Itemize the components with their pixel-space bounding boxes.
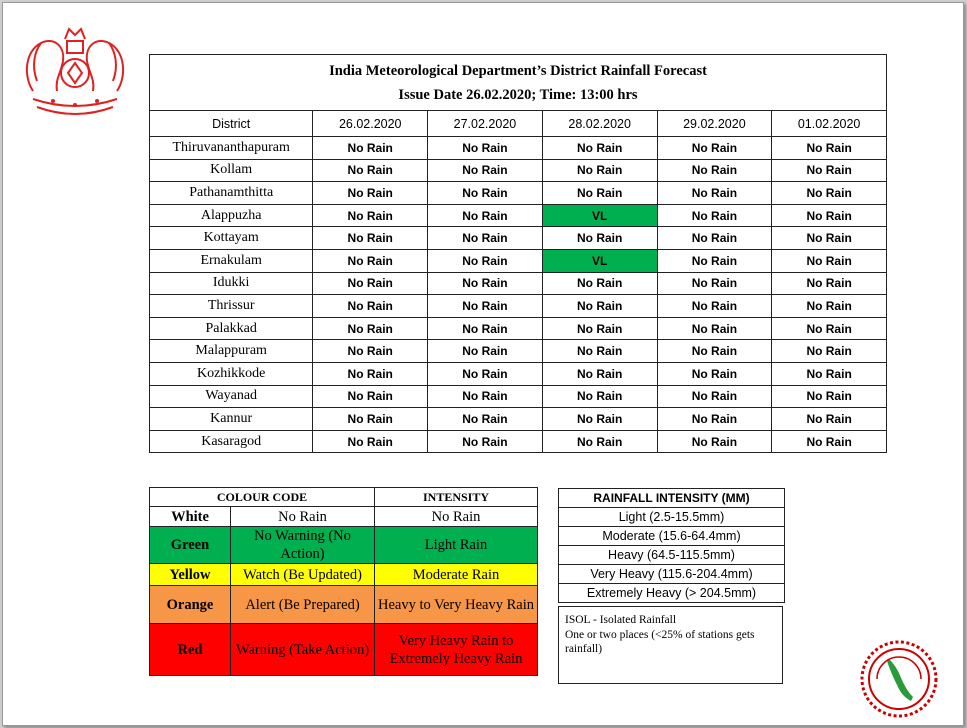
intensity-row [559, 527, 785, 546]
forecast-cell: No Rain [313, 408, 428, 431]
document-page [2, 2, 964, 726]
date-column-header: 28.02.2020 [542, 111, 657, 137]
forecast-cell: No Rain [542, 272, 657, 295]
table-row [150, 317, 887, 340]
warning-level: No Warning (No Action) [231, 527, 375, 564]
forecast-cell: No Rain [772, 295, 887, 318]
district-name: Kozhikkode [150, 362, 313, 385]
district-name: Thiruvananthapuram [150, 137, 313, 160]
forecast-cell: No Rain [657, 340, 772, 363]
forecast-cell: No Rain [657, 204, 772, 227]
forecast-cell: No Rain [313, 137, 428, 160]
forecast-cell: No Rain [772, 204, 887, 227]
intensity-range: Heavy (64.5-115.5mm) [559, 546, 785, 565]
forecast-cell: No Rain [428, 137, 543, 160]
isol-line: ISOL - Isolated Rainfall [565, 614, 677, 626]
forecast-title-cell [150, 55, 887, 111]
colour-code-row [150, 507, 538, 527]
kerala-disaster-management-icon [859, 639, 939, 719]
forecast-cell: No Rain [428, 317, 543, 340]
issue-label: Issue Date [398, 86, 463, 103]
colour-code-row [150, 564, 538, 586]
forecast-cell: No Rain [657, 272, 772, 295]
forecast-cell: No Rain [657, 249, 772, 272]
forecast-cell: No Rain [657, 385, 772, 408]
forecast-cell: No Rain [313, 159, 428, 182]
intensity-row [559, 565, 785, 584]
date-column-header: 29.02.2020 [657, 111, 772, 137]
forecast-cell: No Rain [428, 430, 543, 453]
forecast-cell: No Rain [772, 182, 887, 205]
colour-code-row [150, 624, 538, 676]
district-name: Kottayam [150, 227, 313, 250]
forecast-cell: No Rain [542, 362, 657, 385]
colour-name: Orange [150, 586, 231, 624]
forecast-cell: No Rain [428, 408, 543, 431]
forecast-cell: No Rain [657, 137, 772, 160]
district-name: Malappuram [150, 340, 313, 363]
forecast-cell: No Rain [428, 272, 543, 295]
forecast-cell: VL [542, 204, 657, 227]
intensity-level: Very Heavy Rain to Extremely Heavy Rain [375, 624, 538, 676]
forecast-cell: No Rain [542, 137, 657, 160]
forecast-cell: No Rain [428, 204, 543, 227]
forecast-cell: No Rain [657, 159, 772, 182]
table-row [150, 249, 887, 272]
table-row [150, 227, 887, 250]
forecast-title: India Meteorological Department’s District Rainfall Forecast [329, 62, 707, 79]
table-row [150, 159, 887, 182]
forecast-cell: No Rain [772, 430, 887, 453]
intensity-level: Moderate Rain [375, 564, 538, 586]
forecast-cell: No Rain [542, 159, 657, 182]
table-row [150, 430, 887, 453]
forecast-cell: No Rain [657, 295, 772, 318]
forecast-cell: No Rain [542, 317, 657, 340]
forecast-cell: No Rain [428, 340, 543, 363]
rainfall-intensity-table [558, 488, 785, 603]
forecast-header-row [150, 111, 887, 137]
district-name: Kollam [150, 159, 313, 182]
table-row [150, 408, 887, 431]
intensity-header: INTENSITY [375, 488, 538, 507]
isol-line: rainfall) [565, 643, 603, 655]
district-name: Kasaragod [150, 430, 313, 453]
colour-name: Red [150, 624, 231, 676]
table-row [150, 182, 887, 205]
warning-level: No Rain [231, 507, 375, 527]
district-name: Alappuzha [150, 204, 313, 227]
forecast-cell: No Rain [313, 182, 428, 205]
forecast-cell: No Rain [772, 317, 887, 340]
forecast-cell: No Rain [542, 227, 657, 250]
forecast-cell: No Rain [542, 430, 657, 453]
table-row [150, 272, 887, 295]
issue-time: Time: 13:00 hrs [539, 86, 638, 103]
isol-note [558, 606, 783, 684]
table-row [150, 385, 887, 408]
date-column-header: 26.02.2020 [313, 111, 428, 137]
intensity-range: Very Heavy (115.6-204.4mm) [559, 565, 785, 584]
date-column-header: 27.02.2020 [428, 111, 543, 137]
forecast-cell: No Rain [657, 317, 772, 340]
forecast-cell: No Rain [772, 272, 887, 295]
intensity-level: Light Rain [375, 527, 538, 564]
table-row [150, 362, 887, 385]
forecast-cell: No Rain [428, 295, 543, 318]
intensity-row [559, 584, 785, 603]
table-row [150, 204, 887, 227]
colour-code-table [149, 487, 538, 676]
forecast-cell: No Rain [772, 408, 887, 431]
district-name: Palakkad [150, 317, 313, 340]
table-row [150, 137, 887, 160]
colour-code-row [150, 527, 538, 564]
district-name: Kannur [150, 408, 313, 431]
forecast-cell: No Rain [313, 385, 428, 408]
forecast-cell: No Rain [657, 182, 772, 205]
colour-code-header-row [150, 488, 538, 507]
district-name: Ernakulam [150, 249, 313, 272]
forecast-cell: No Rain [313, 362, 428, 385]
isol-line: One or two places (<25% of stations gets [565, 628, 755, 641]
forecast-cell: No Rain [542, 295, 657, 318]
forecast-cell: No Rain [313, 249, 428, 272]
intensity-range: Light (2.5-15.5mm) [559, 508, 785, 527]
warning-level: Alert (Be Prepared) [231, 586, 375, 624]
forecast-cell: No Rain [428, 249, 543, 272]
colour-code-header: COLOUR CODE [150, 488, 375, 507]
forecast-cell: No Rain [313, 430, 428, 453]
kerala-emblem-icon [13, 21, 137, 125]
warning-level: Warning (Take Action) [231, 624, 375, 676]
forecast-cell: No Rain [772, 340, 887, 363]
issue-date: 26.02.2020; [466, 86, 537, 103]
district-name: Pathanamthitta [150, 182, 313, 205]
district-name: Wayanad [150, 385, 313, 408]
date-column-header: 01.02.2020 [772, 111, 887, 137]
district-forecast-table [149, 54, 887, 453]
forecast-cell: No Rain [313, 317, 428, 340]
forecast-cell: No Rain [542, 408, 657, 431]
forecast-cell: No Rain [542, 385, 657, 408]
forecast-cell: No Rain [772, 362, 887, 385]
forecast-cell: No Rain [313, 204, 428, 227]
table-row [150, 340, 887, 363]
colour-name: Green [150, 527, 231, 564]
forecast-cell: No Rain [657, 408, 772, 431]
forecast-cell: No Rain [313, 227, 428, 250]
intensity-range: Extremely Heavy (> 204.5mm) [559, 584, 785, 603]
intensity-row [559, 546, 785, 565]
forecast-cell: No Rain [772, 385, 887, 408]
forecast-cell: No Rain [542, 340, 657, 363]
forecast-cell: No Rain [657, 362, 772, 385]
forecast-cell: No Rain [313, 340, 428, 363]
district-column-header: District [150, 111, 313, 137]
forecast-cell: No Rain [428, 362, 543, 385]
colour-name: Yellow [150, 564, 231, 586]
colour-name: White [150, 507, 231, 527]
intensity-level: Heavy to Very Heavy Rain [375, 586, 538, 624]
forecast-cell: No Rain [428, 227, 543, 250]
issue-line [150, 83, 886, 107]
rainfall-intensity-header: RAINFALL INTENSITY (MM) [559, 489, 785, 508]
district-name: Idukki [150, 272, 313, 295]
intensity-range: Moderate (15.6-64.4mm) [559, 527, 785, 546]
district-name: Thrissur [150, 295, 313, 318]
forecast-cell: No Rain [772, 249, 887, 272]
forecast-cell: VL [542, 249, 657, 272]
forecast-cell: No Rain [428, 182, 543, 205]
forecast-cell: No Rain [772, 227, 887, 250]
forecast-cell: No Rain [542, 182, 657, 205]
table-row [150, 295, 887, 318]
forecast-cell: No Rain [772, 159, 887, 182]
forecast-cell: No Rain [428, 159, 543, 182]
forecast-cell: No Rain [657, 227, 772, 250]
intensity-row [559, 508, 785, 527]
forecast-cell: No Rain [772, 137, 887, 160]
forecast-cell: No Rain [313, 295, 428, 318]
forecast-cell: No Rain [428, 385, 543, 408]
colour-code-row [150, 586, 538, 624]
warning-level: Watch (Be Updated) [231, 564, 375, 586]
forecast-cell: No Rain [313, 272, 428, 295]
forecast-cell: No Rain [657, 430, 772, 453]
intensity-level: No Rain [375, 507, 538, 527]
